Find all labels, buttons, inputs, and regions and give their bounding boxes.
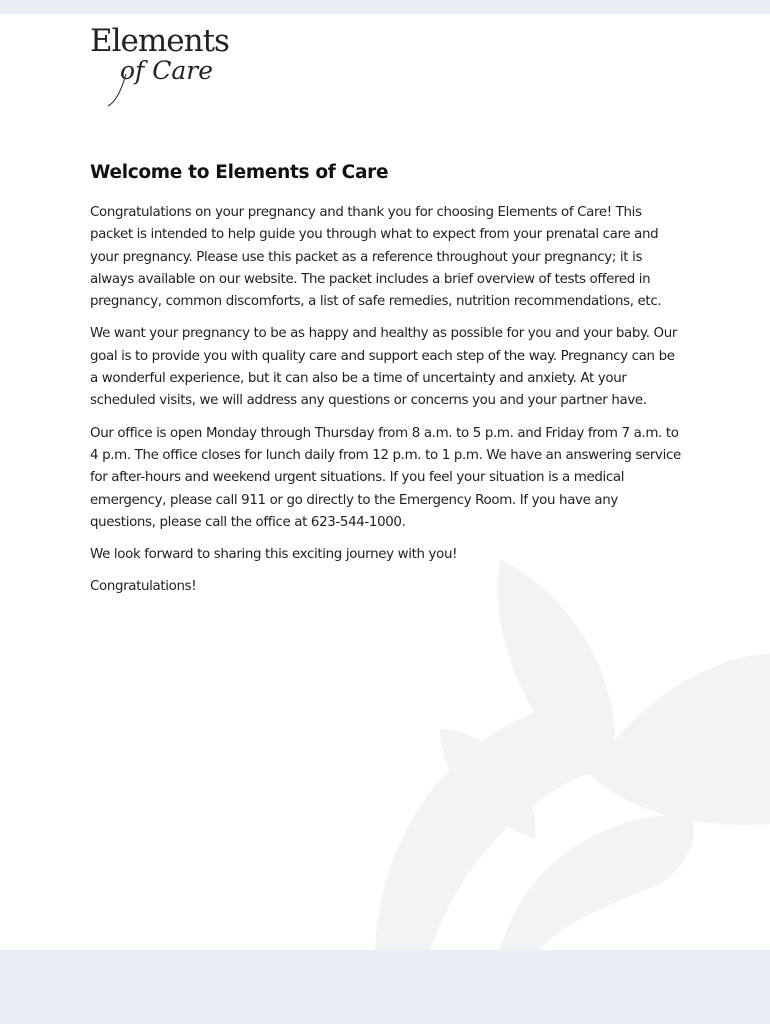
elements-of-care-logo <box>90 23 230 98</box>
logo-sub-text: of Care <box>120 56 214 85</box>
paragraph-office-hours: Our office is open Monday through Thursday from 8 a.m. to 5 p.m. and Friday from 7 a.m. to 4 p.m. The office closes for lunch daily from 12 p.m. to 1 p.m. We have an answering service for after-hours and weekend urgent situations. If you feel your situation is a medical emergency, please call 911 or go directly to the Emergency Room. If you have any questions, please call the office at 623-544-1000. <box>90 425 681 530</box>
letter-content <box>90 160 682 609</box>
paragraph-intro: Congratulations on your pregnancy and thank you for choosing Elements of Care! This packet is intended to help guide you through what to expect from your prenatal care and your pregnancy. Please use this packet as a reference throughout your pregnancy; it is always available on our website. The packet includes a brief overview of tests offered in pregnancy, common discomforts, a list of safe remedies, nutrition recommendations, etc. <box>90 205 662 310</box>
logo-main-text: Elements <box>90 23 229 59</box>
page-title: Welcome to Elements of Care <box>90 162 389 183</box>
watermark-leaf-lower <box>375 704 592 950</box>
logo-swash-icon <box>104 70 144 110</box>
watermark-leaf-center <box>440 729 535 839</box>
watermark-leaf-right <box>590 654 770 825</box>
watermark-leaf-bottom <box>500 814 694 950</box>
paragraph-signoff: Congratulations! <box>90 579 197 595</box>
paragraph-closing: We look forward to sharing this exciting journey with you! <box>90 547 458 563</box>
paragraph-goals: We want your pregnancy to be as happy and healthy as possible for you and your baby. Our goal is to provide you with quality care and support each step of the way. Pregnancy can be a wonderful experience, but it can also be a time of uncertainty and anxiety. At your scheduled visits, we will address any questions or concerns you and your partner have. <box>90 326 677 409</box>
document-page <box>0 14 770 950</box>
